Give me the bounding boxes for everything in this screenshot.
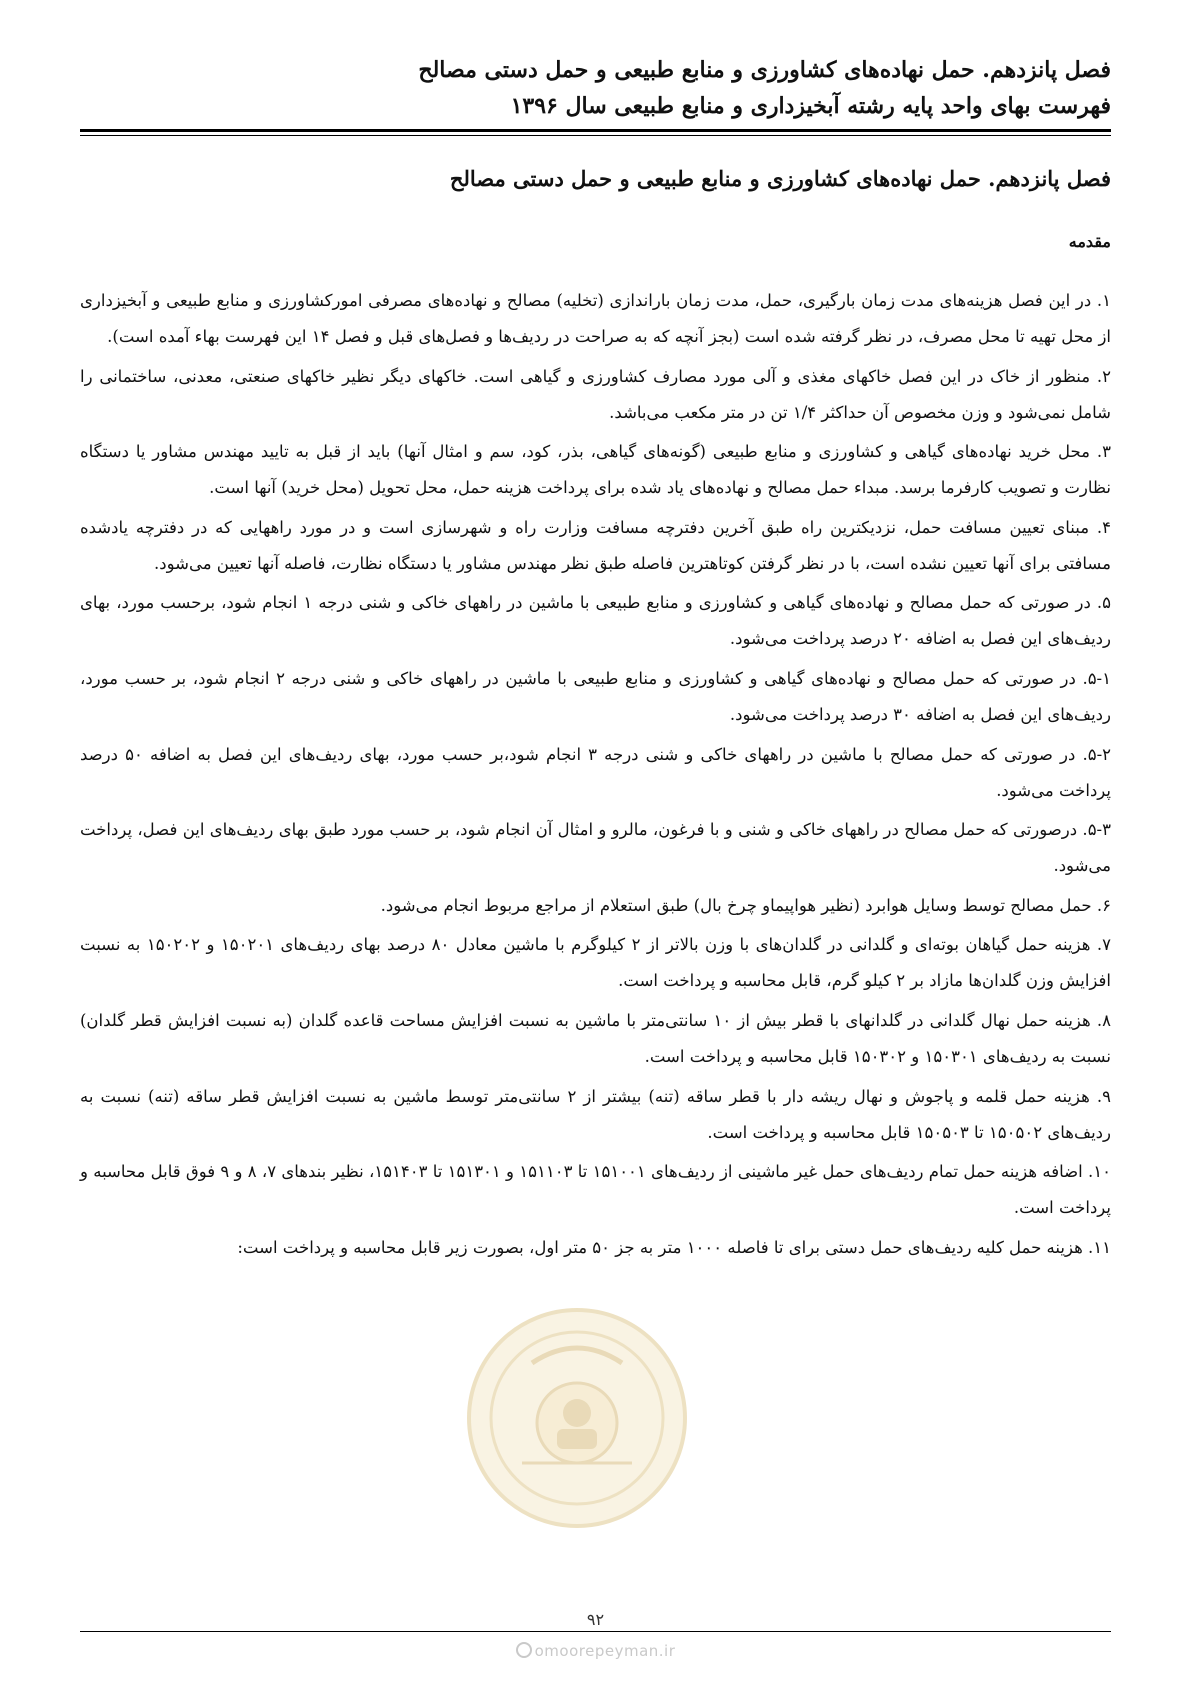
paragraph-4: ۴. مبنای تعیین مسافت حمل، نزدیکترین راه طبق آخرین دفترچه مسافت وزارت راه و شهرسازی است و در مورد راههایی که در دفترچه یادشده مسافتی برای آنها تعیین نشده است، با در نظر گرفتن کوتاهترین فاصله طبق نظر مهندس مشاور یا دستگاه نظارت، فاصله آنها تعیین می‌شود. bbox=[80, 517, 1111, 573]
watermark-url-text: omoorepeyman.ir bbox=[534, 1642, 676, 1660]
paragraph-5: ۵. در صورتی که حمل مصالح و نهاده‌های گیاهی و کشاورزی و منابع طبیعی با ماشین در راههای خاکی و شنی درجه ۱ انجام شود، برحسب مورد، بهای ردیف‌های این فصل به اضافه ۲۰ درصد پرداخت می‌شود. bbox=[80, 593, 1112, 649]
paragraph-3: ۳. محل خرید نهاده‌های گیاهی و کشاورزی و منابع طبیعی (گونه‌های گیاهی، بذر، کود، سم و امثال آنها) باید از قبل به تایید مهندس مشاور یا دستگاه نظارت و تصویب کارفرما برسد. مبداء حمل مصالح و نهاده‌های یاد شده برای پرداخت هزینه حمل، محل تحویل (محل خرید) آنها است. bbox=[80, 442, 1111, 498]
page-number: ۹۲ bbox=[586, 1610, 605, 1629]
header-divider-thin bbox=[80, 135, 1111, 136]
paragraph-7: ۷. هزینه حمل گیاهان بوته‌ای و گلدانی در گلدان‌های با وزن بالاتر از ۲ کیلوگرم با ماشین معادل ۸۰ درصد بهای ردیف‌های ۱۵۰۲۰۱ و ۱۵۰۲۰۲ به نسبت افزایش وزن گلدان‌ها مازاد بر ۲ کیلو گرم، قابل محاسبه و پرداخت است. bbox=[80, 935, 1111, 991]
watermark-url bbox=[0, 1642, 1191, 1660]
paragraph-1: ۱. در این فصل هزینه‌های مدت زمان بارگیری، حمل، مدت زمان باراندازی (تخلیه) مصالح و نهاده‌های مصرفی امورکشاورزی و منابع طبیعی و آبخیزداری از محل تهیه تا محل مصرف، در نظر گرفته شده است (بجز آنچه که به صراحت در ردیف‌ها و فصل‌های قبل و فصل ۱۴ این فهرست بهاء آمده است). bbox=[80, 291, 1111, 346]
body-text bbox=[80, 283, 1111, 1266]
header-chapter-line: فصل پانزدهم. حمل نهاده‌های کشاورزی و منابع طبیعی و حمل دستی مصالح bbox=[418, 57, 1111, 83]
paragraph-11: ۱۱. هزینه حمل کلیه ردیف‌های حمل دستی برای تا فاصله ۱۰۰۰ متر به جز ۵۰ متر اول، بصورت زیر قابل محاسبه و پرداخت است: bbox=[237, 1237, 1111, 1257]
paragraph-6: ۶. حمل مصالح توسط وسایل هوابرد (نظیر هواپیماو چرخ بال) طبق استعلام از مراجع مربوط انجام می‌شود. bbox=[380, 895, 1111, 915]
section-heading-introduction: مقدمه bbox=[1068, 232, 1111, 251]
paragraph-8: ۸. هزینه حمل نهال گلدانی در گلدانهای با قطر بیش از ۱۰ سانتی‌متر با ماشین به نسبت افزایش مساحت قاعده گلدان (به نسبت افزایش قطر گلدان) نسبت به ردیف‌های ۱۵۰۳۰۱ و ۱۵۰۳۰۲ قابل محاسبه و پرداخت است. bbox=[80, 1010, 1111, 1066]
watermark-seal-logo bbox=[462, 1303, 692, 1533]
paragraph-5-3: ۵-۳. درصورتی که حمل مصالح در راههای خاکی و شنی و با فرغون، مالرو و امثال آن انجام شود، بر حسب مورد طبق بهای ردیف‌های این فصل، پرداخت می‌شود. bbox=[80, 820, 1111, 876]
at-sign-icon bbox=[516, 1642, 532, 1658]
paragraph-10: ۱۰. اضافه هزینه حمل تمام ردیف‌های حمل غیر ماشینی از ردیف‌های ۱۵۱۰۰۱ تا ۱۵۱۱۰۳ و ۱۵۱۳۰۱ تا ۱۵۱۴۰۳، نظیر بندهای ۷، ۸ و ۹ فوق قابل محاسبه و پرداخت است. bbox=[80, 1162, 1111, 1218]
paragraph-9: ۹. هزینه حمل قلمه و پاجوش و نهال ریشه دار با قطر ساقه (تنه) بیشتر از ۲ سانتی‌متر توسط ماشین به نسبت افزایش قطر ساقه (تنه) نسبت به ردیف‌های ۱۵۰۵۰۲ تا ۱۵۰۵۰۳ قابل محاسبه و پرداخت است. bbox=[80, 1086, 1111, 1142]
header-catalog-line: فهرست بهای واحد پایه رشته آبخیزداری و منابع طبیعی سال ۱۳۹۶ bbox=[510, 93, 1111, 119]
page-header bbox=[80, 52, 1111, 124]
paragraph-5-1: ۵-۱. در صورتی که حمل مصالح و نهاده‌های گیاهی و کشاورزی و منابع طبیعی با ماشین در راههای خاکی و شنی درجه ۲ انجام شود، بر حسب مورد، ردیف‌های این فصل به اضافه ۳۰ درصد پرداخت می‌شود. bbox=[80, 668, 1111, 724]
paragraph-5-2: ۵-۲. در صورتی که حمل مصالح با ماشین در راههای خاکی و شنی درجه ۳ انجام شود،بر حسب مورد، بهای ردیف‌های این فصل به اضافه ۵۰ درصد پرداخت می‌شود. bbox=[80, 744, 1112, 800]
header-divider-thick bbox=[80, 129, 1111, 132]
footer-divider bbox=[80, 1631, 1111, 1632]
paragraph-2: ۲. منظور از خاک در این فصل خاکهای مغذی و آلی مورد مصارف کشاورزی و گیاهی است. خاکهای دیگر نظیر خاکهای صنعتی، معدنی، ساختمانی را شامل نمی‌شود و وزن مخصوص آن حداکثر ۱/۴ تن در متر مکعب می‌باشد. bbox=[80, 366, 1111, 422]
chapter-title: فصل پانزدهم. حمل نهاده‌های کشاورزی و منابع طبیعی و حمل دستی مصالح bbox=[449, 166, 1111, 191]
